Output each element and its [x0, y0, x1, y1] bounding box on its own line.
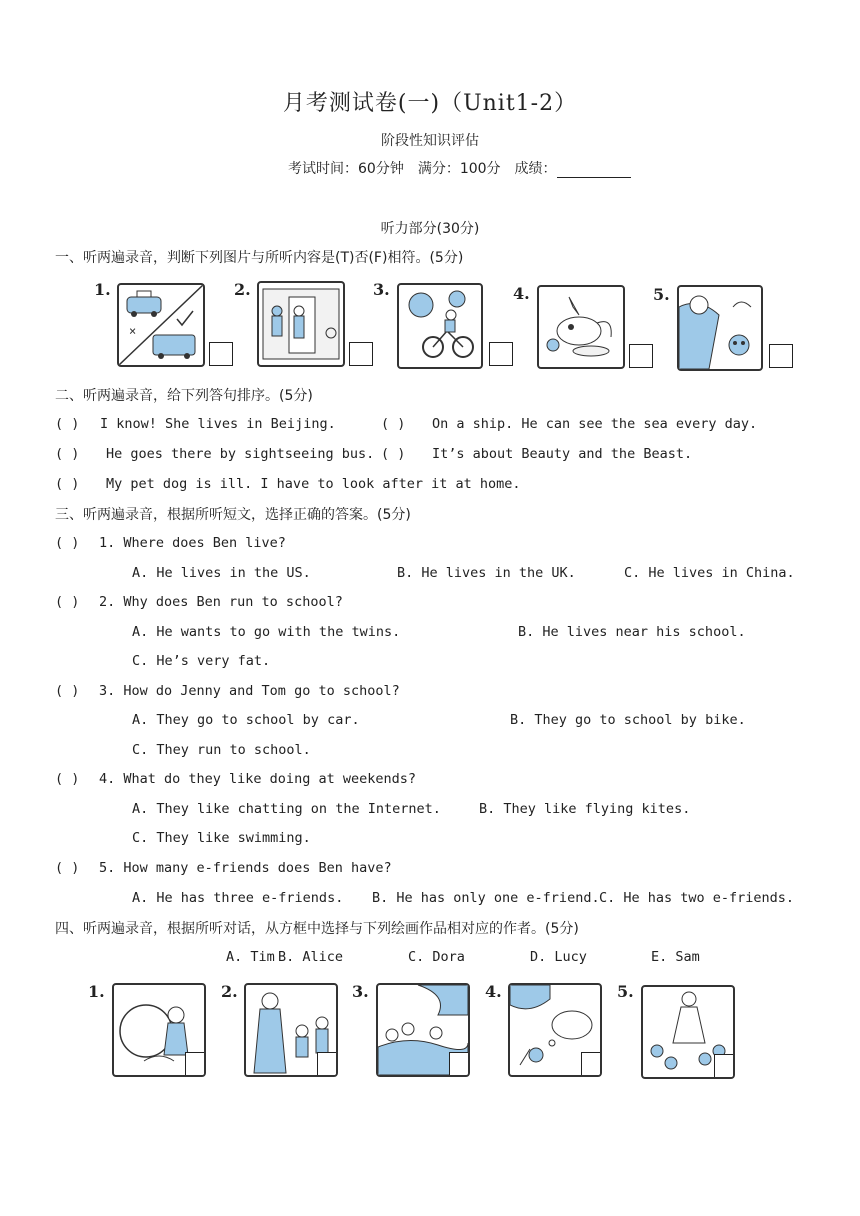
part1-pic5-number: 5.: [653, 285, 670, 304]
answer-paren[interactable]: ( ): [55, 416, 80, 432]
option-a: A. They go to school by car.: [132, 712, 360, 728]
part4-instruction: 四、听两遍录音，根据所听对话，从方框中选择与下列绘画作品相对应的作者。(5分): [55, 921, 579, 937]
answer-paren[interactable]: ( ): [55, 860, 80, 876]
moon-fairy-icon: [112, 983, 206, 1077]
old-man-and-children-icon: [244, 983, 338, 1077]
answer-box[interactable]: [185, 1052, 204, 1075]
author-option: D. Lucy: [530, 949, 587, 965]
boy-riding-bike-icon: [397, 283, 483, 369]
svg-text:×: ×: [129, 324, 137, 338]
part2-item-text: On a ship. He can see the sea every day.: [432, 416, 758, 432]
option-c: C. He lives in China.: [624, 565, 795, 581]
part4-pic3-number: 3.: [352, 982, 369, 1001]
taxi-vs-bus-icon: [117, 283, 205, 367]
part2-item-text: He goes there by sightseeing bus.: [106, 446, 375, 462]
part3-instruction: 三、听两遍录音，根据所听短文，选择正确的答案。(5分): [55, 507, 411, 523]
option-c: C. He’s very fat.: [132, 653, 271, 669]
option-a: A. They like chatting on the Internet.: [132, 801, 441, 817]
part2-instruction: 二、听两遍录音，给下列答句排序。(5分): [55, 388, 313, 404]
exam-meta: [288, 158, 631, 178]
snow-white-dwarfs-icon: [641, 985, 735, 1079]
boys-by-river-icon: [376, 983, 470, 1077]
question-text: 5. How many e-friends does Ben have?: [99, 860, 392, 876]
option-c: C. They run to school.: [132, 742, 311, 758]
answer-box[interactable]: [349, 342, 373, 366]
question-text: 4. What do they like doing at weekends?: [99, 771, 416, 787]
part2-item-text: I know! She lives in Beijing.: [100, 416, 336, 432]
author-option: A. Tim: [226, 949, 275, 965]
part1-pic1-number: 1.: [94, 280, 111, 299]
question-text: 2. Why does Ben run to school?: [99, 594, 343, 610]
part1-instruction: 一、听两遍录音，判断下列图片与所听内容是(T)否(F)相符。(5分): [55, 250, 464, 266]
part1-pic3-number: 3.: [373, 280, 390, 299]
page-title: 月考测试卷(一)（Unit1-2）: [282, 91, 578, 116]
answer-box[interactable]: [581, 1052, 600, 1075]
option-a: A. He wants to go with the twins.: [132, 624, 401, 640]
question-text: 3. How do Jenny and Tom go to school?: [99, 683, 400, 699]
option-c: C. They like swimming.: [132, 830, 311, 846]
author-option: C. Dora: [408, 949, 465, 965]
dragon-creature-icon: [537, 285, 625, 369]
page-subtitle: 阶段性知识评估: [381, 133, 479, 149]
author-option: B. Alice: [278, 949, 344, 965]
part1-pic2-number: 2.: [234, 280, 251, 299]
answer-box[interactable]: [449, 1052, 468, 1075]
part2-item-text: My pet dog is ill. I have to look after it at home.: [106, 476, 521, 492]
option-a: A. He lives in the US.: [132, 565, 311, 581]
answer-paren[interactable]: ( ): [381, 446, 406, 462]
answer-box[interactable]: [209, 342, 233, 366]
answer-paren[interactable]: ( ): [55, 535, 80, 551]
exam-meta-text: 考试时间：60分钟 满分：100分 成绩：: [288, 161, 557, 177]
part2-item-text: It’s about Beauty and the Beast.: [432, 446, 693, 462]
question-text: 1. Where does Ben live?: [99, 535, 286, 551]
answer-box[interactable]: [489, 342, 513, 366]
answer-paren[interactable]: ( ): [55, 771, 80, 787]
answer-paren[interactable]: ( ): [55, 446, 80, 462]
option-c: C. He has two e-friends.: [599, 890, 795, 906]
answer-box[interactable]: [714, 1054, 733, 1077]
fairy-tale-characters-icon: [677, 285, 763, 371]
option-b: B. They like flying kites.: [479, 801, 691, 817]
listening-title: 听力部分(30分): [380, 221, 480, 237]
option-b: B. He lives in the UK.: [397, 565, 576, 581]
answer-paren[interactable]: ( ): [55, 594, 80, 610]
part4-pic4-number: 4.: [485, 982, 502, 1001]
part4-pic5-number: 5.: [617, 982, 634, 1001]
answer-box[interactable]: [317, 1052, 336, 1075]
child-dreaming-icon: [508, 983, 602, 1077]
part1-pic4-number: 4.: [513, 284, 530, 303]
part4-pic1-number: 1.: [88, 982, 105, 1001]
answer-box[interactable]: [629, 344, 653, 368]
answer-paren[interactable]: ( ): [381, 416, 406, 432]
answer-box[interactable]: [769, 344, 793, 368]
answer-paren[interactable]: ( ): [55, 683, 80, 699]
author-option: E. Sam: [651, 949, 700, 965]
people-boarding-train-icon: [257, 281, 345, 367]
score-blank[interactable]: [557, 163, 631, 178]
answer-paren[interactable]: ( ): [55, 476, 80, 492]
option-b: B. They go to school by bike.: [510, 712, 746, 728]
option-a: A. He has three e-friends.: [132, 890, 344, 906]
option-b: B. He lives near his school.: [518, 624, 746, 640]
part4-pic2-number: 2.: [221, 982, 238, 1001]
option-b: B. He has only one e-friend.: [372, 890, 600, 906]
